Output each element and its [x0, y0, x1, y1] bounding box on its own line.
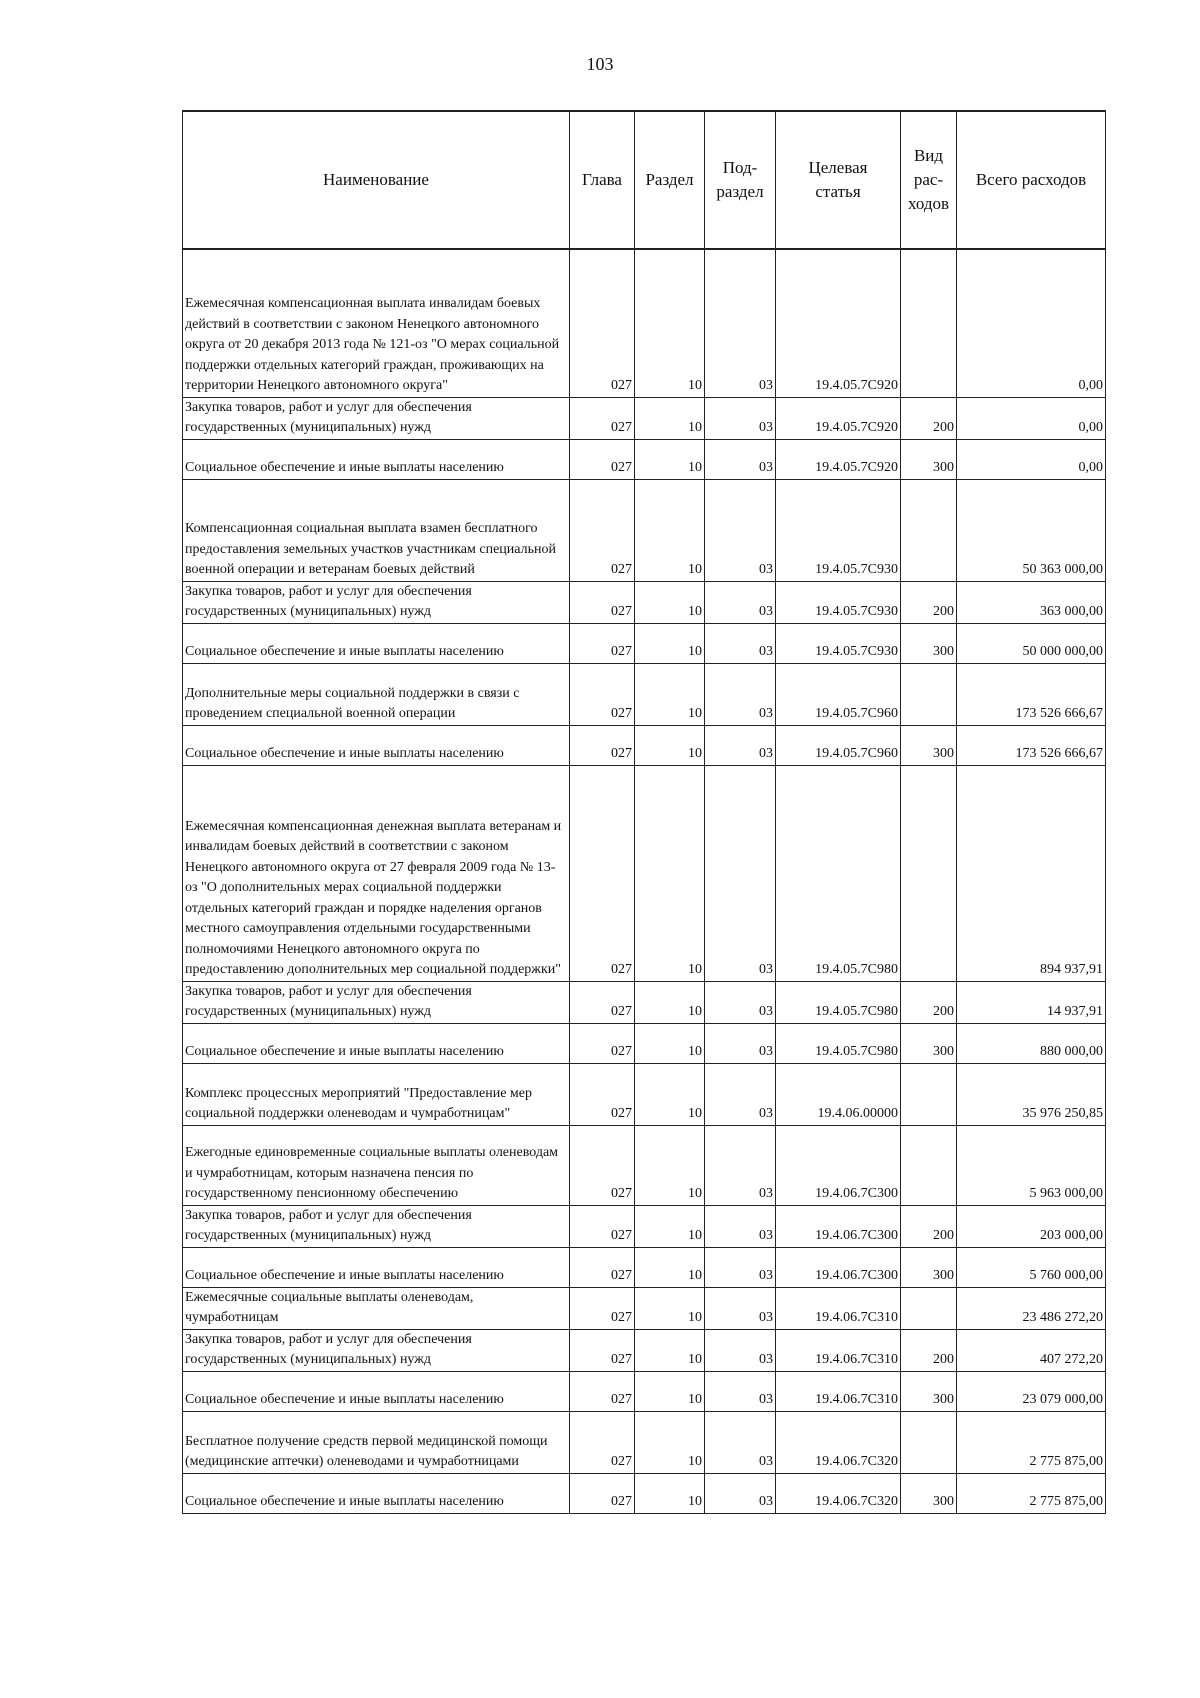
row-expense-type: 300 — [901, 439, 957, 479]
page-number: 103 — [586, 54, 614, 74]
row-razdel: 10 — [635, 1287, 705, 1329]
row-expense-type — [901, 663, 957, 725]
row-target-article: 19.4.05.7С930 — [776, 581, 901, 623]
row-total: 2 775 875,00 — [957, 1473, 1106, 1513]
row-name: Социальное обеспечение и иные выплаты населению — [183, 725, 570, 765]
row-glava: 027 — [570, 1287, 635, 1329]
row-total: 5 760 000,00 — [957, 1247, 1106, 1287]
row-total: 0,00 — [957, 249, 1106, 397]
row-glava: 027 — [570, 249, 635, 397]
row-target-article: 19.4.05.7С980 — [776, 1023, 901, 1063]
row-glava: 027 — [570, 439, 635, 479]
row-podrazdel: 03 — [705, 581, 776, 623]
table-row — [183, 1205, 1106, 1247]
row-name: Ежемесячная компенсационная денежная выплата ветеранам и инвалидам боевых действий в соответствии с законом Ненецкого автономного округа от 27 февраля 2009 года № 13-оз "О дополнительных мерах социальной поддержки отдельных категорий граждан и порядке наделения органов местного самоуправления отдельными государственными полномочиями Ненецкого автономного округа по предоставлению дополнительных мер социальной поддержки" — [183, 765, 570, 981]
table-row — [183, 581, 1106, 623]
budget-table — [182, 110, 1106, 1514]
row-expense-type: 300 — [901, 1247, 957, 1287]
table-row — [183, 1247, 1106, 1287]
row-name: Закупка товаров, работ и услуг для обеспечения государственных (муниципальных) нужд — [183, 981, 570, 1023]
row-total: 23 079 000,00 — [957, 1371, 1106, 1411]
row-name: Социальное обеспечение и иные выплаты населению — [183, 439, 570, 479]
row-expense-type: 200 — [901, 581, 957, 623]
table-row — [183, 623, 1106, 663]
row-glava: 027 — [570, 725, 635, 765]
row-target-article: 19.4.05.7С920 — [776, 439, 901, 479]
row-name: Закупка товаров, работ и услуг для обеспечения государственных (муниципальных) нужд — [183, 1205, 570, 1247]
row-target-article: 19.4.06.7С300 — [776, 1247, 901, 1287]
header-total: Всего расходов — [957, 111, 1106, 249]
row-podrazdel: 03 — [705, 1247, 776, 1287]
row-total: 5 963 000,00 — [957, 1125, 1106, 1205]
table-row — [183, 439, 1106, 479]
row-target-article: 19.4.05.7С960 — [776, 663, 901, 725]
header-podrazdel-line2: раздел — [716, 182, 764, 201]
row-target-article: 19.4.06.7С310 — [776, 1329, 901, 1371]
row-razdel: 10 — [635, 1063, 705, 1125]
table-row — [183, 981, 1106, 1023]
row-target-article: 19.4.06.7С310 — [776, 1287, 901, 1329]
row-expense-type — [901, 249, 957, 397]
row-razdel: 10 — [635, 479, 705, 581]
row-podrazdel: 03 — [705, 981, 776, 1023]
header-razdel: Раздел — [635, 111, 705, 249]
row-target-article: 19.4.06.7С320 — [776, 1411, 901, 1473]
row-podrazdel: 03 — [705, 1125, 776, 1205]
table-row — [183, 1023, 1106, 1063]
row-glava: 027 — [570, 1473, 635, 1513]
row-total: 173 526 666,67 — [957, 725, 1106, 765]
row-glava: 027 — [570, 1329, 635, 1371]
row-razdel: 10 — [635, 439, 705, 479]
row-name: Комплекс процессных мероприятий "Предоставление мер социальной поддержки оленеводам и чумработницам" — [183, 1063, 570, 1125]
row-target-article: 19.4.05.7С930 — [776, 623, 901, 663]
row-expense-type: 300 — [901, 623, 957, 663]
row-target-article: 19.4.06.7С300 — [776, 1125, 901, 1205]
header-podrazdel-line1: Под- — [722, 158, 758, 177]
row-podrazdel: 03 — [705, 1205, 776, 1247]
row-expense-type: 300 — [901, 1023, 957, 1063]
row-podrazdel: 03 — [705, 725, 776, 765]
row-razdel: 10 — [635, 581, 705, 623]
table-row — [183, 725, 1106, 765]
header-podrazdel — [705, 111, 776, 249]
table-header-row — [183, 111, 1106, 249]
row-razdel: 10 — [635, 1329, 705, 1371]
row-razdel: 10 — [635, 1247, 705, 1287]
row-target-article: 19.4.06.7С300 — [776, 1205, 901, 1247]
row-total: 23 486 272,20 — [957, 1287, 1106, 1329]
row-target-article: 19.4.05.7С920 — [776, 397, 901, 439]
table-body — [183, 249, 1106, 1513]
row-glava: 027 — [570, 663, 635, 725]
row-glava: 027 — [570, 479, 635, 581]
row-razdel: 10 — [635, 623, 705, 663]
table-row — [183, 1411, 1106, 1473]
header-glava: Глава — [570, 111, 635, 249]
header-vid-line3: ходов — [907, 194, 950, 213]
table-row — [183, 397, 1106, 439]
row-expense-type: 300 — [901, 1371, 957, 1411]
row-name: Дополнительные меры социальной поддержки в связи с проведением специальной военной операции — [183, 663, 570, 725]
row-podrazdel: 03 — [705, 397, 776, 439]
row-razdel: 10 — [635, 249, 705, 397]
row-name: Ежемесячные социальные выплаты оленеводам, чумработницам — [183, 1287, 570, 1329]
row-podrazdel: 03 — [705, 623, 776, 663]
row-target-article: 19.4.05.7С960 — [776, 725, 901, 765]
row-name: Социальное обеспечение и иные выплаты населению — [183, 1247, 570, 1287]
row-razdel: 10 — [635, 1205, 705, 1247]
row-total: 173 526 666,67 — [957, 663, 1106, 725]
header-statya-line1: Целевая — [808, 158, 868, 177]
table-row — [183, 765, 1106, 981]
header-statya-line2: статья — [815, 182, 861, 201]
row-expense-type: 200 — [901, 1205, 957, 1247]
row-target-article: 19.4.06.7С320 — [776, 1473, 901, 1513]
row-expense-type: 300 — [901, 725, 957, 765]
row-razdel: 10 — [635, 1411, 705, 1473]
row-razdel: 10 — [635, 663, 705, 725]
row-podrazdel: 03 — [705, 663, 776, 725]
row-total: 0,00 — [957, 439, 1106, 479]
table-row — [183, 663, 1106, 725]
row-name: Закупка товаров, работ и услуг для обеспечения государственных (муниципальных) нужд — [183, 1329, 570, 1371]
row-podrazdel: 03 — [705, 1411, 776, 1473]
row-glava: 027 — [570, 1371, 635, 1411]
row-total: 35 976 250,85 — [957, 1063, 1106, 1125]
row-razdel: 10 — [635, 1023, 705, 1063]
row-glava: 027 — [570, 1125, 635, 1205]
row-glava: 027 — [570, 623, 635, 663]
row-target-article: 19.4.05.7С980 — [776, 981, 901, 1023]
table-row — [183, 1287, 1106, 1329]
row-expense-type: 200 — [901, 1329, 957, 1371]
table-row — [183, 249, 1106, 397]
header-name: Наименование — [183, 111, 570, 249]
row-name: Социальное обеспечение и иные выплаты населению — [183, 623, 570, 663]
row-expense-type — [901, 1411, 957, 1473]
table-row — [183, 1473, 1106, 1513]
row-razdel: 10 — [635, 765, 705, 981]
row-total: 894 937,91 — [957, 765, 1106, 981]
header-statya — [776, 111, 901, 249]
row-podrazdel: 03 — [705, 1287, 776, 1329]
row-expense-type — [901, 1287, 957, 1329]
row-name: Бесплатное получение средств первой медицинской помощи (медицинские аптечки) оленеводами и чумработницами — [183, 1411, 570, 1473]
row-glava: 027 — [570, 397, 635, 439]
row-total: 14 937,91 — [957, 981, 1106, 1023]
row-glava: 027 — [570, 765, 635, 981]
row-podrazdel: 03 — [705, 439, 776, 479]
row-podrazdel: 03 — [705, 1371, 776, 1411]
row-target-article: 19.4.06.00000 — [776, 1063, 901, 1125]
table-row — [183, 479, 1106, 581]
row-target-article: 19.4.05.7С980 — [776, 765, 901, 981]
row-razdel: 10 — [635, 397, 705, 439]
row-name: Компенсационная социальная выплата взамен бесплатного предоставления земельных участков участникам специальной военной операции и ветеранам боевых действий — [183, 479, 570, 581]
row-expense-type: 200 — [901, 397, 957, 439]
row-name: Ежегодные единовременные социальные выплаты оленеводам и чумработницам, которым назначена пенсия по государственному пенсионному обеспечению — [183, 1125, 570, 1205]
row-total: 2 775 875,00 — [957, 1411, 1106, 1473]
row-podrazdel: 03 — [705, 479, 776, 581]
row-total: 363 000,00 — [957, 581, 1106, 623]
row-name: Социальное обеспечение и иные выплаты населению — [183, 1371, 570, 1411]
row-expense-type — [901, 1063, 957, 1125]
row-expense-type — [901, 479, 957, 581]
table-row — [183, 1371, 1106, 1411]
row-glava: 027 — [570, 1247, 635, 1287]
header-vid-line2: рас- — [913, 170, 944, 189]
row-total: 407 272,20 — [957, 1329, 1106, 1371]
row-target-article: 19.4.06.7С310 — [776, 1371, 901, 1411]
row-razdel: 10 — [635, 1473, 705, 1513]
row-name: Социальное обеспечение и иные выплаты населению — [183, 1473, 570, 1513]
row-podrazdel: 03 — [705, 1023, 776, 1063]
row-razdel: 10 — [635, 1371, 705, 1411]
row-podrazdel: 03 — [705, 765, 776, 981]
row-glava: 027 — [570, 1411, 635, 1473]
row-razdel: 10 — [635, 1125, 705, 1205]
row-razdel: 10 — [635, 725, 705, 765]
row-target-article: 19.4.05.7С920 — [776, 249, 901, 397]
table-row — [183, 1125, 1106, 1205]
table-row — [183, 1329, 1106, 1371]
row-razdel: 10 — [635, 981, 705, 1023]
header-vid-line1: Вид — [913, 146, 944, 165]
row-total: 50 363 000,00 — [957, 479, 1106, 581]
row-target-article: 19.4.05.7С930 — [776, 479, 901, 581]
row-name: Ежемесячная компенсационная выплата инвалидам боевых действий в соответствии с законом Ненецкого автономного округа от 20 декабря 2013 года № 121-оз "О мерах социальной поддержки отдельных категорий граждан, проживающих на территории Ненецкого автономного округа" — [183, 249, 570, 397]
row-glava: 027 — [570, 1205, 635, 1247]
row-name: Закупка товаров, работ и услуг для обеспечения государственных (муниципальных) нужд — [183, 581, 570, 623]
row-name: Закупка товаров, работ и услуг для обеспечения государственных (муниципальных) нужд — [183, 397, 570, 439]
row-glava: 027 — [570, 981, 635, 1023]
row-expense-type — [901, 765, 957, 981]
row-expense-type: 300 — [901, 1473, 957, 1513]
row-podrazdel: 03 — [705, 1329, 776, 1371]
row-total: 50 000 000,00 — [957, 623, 1106, 663]
row-total: 0,00 — [957, 397, 1106, 439]
header-vid — [901, 111, 957, 249]
row-expense-type: 200 — [901, 981, 957, 1023]
row-glava: 027 — [570, 581, 635, 623]
row-name: Социальное обеспечение и иные выплаты населению — [183, 1023, 570, 1063]
row-podrazdel: 03 — [705, 1063, 776, 1125]
row-podrazdel: 03 — [705, 1473, 776, 1513]
table-row — [183, 1063, 1106, 1125]
row-expense-type — [901, 1125, 957, 1205]
row-podrazdel: 03 — [705, 249, 776, 397]
row-total: 880 000,00 — [957, 1023, 1106, 1063]
row-glava: 027 — [570, 1023, 635, 1063]
row-total: 203 000,00 — [957, 1205, 1106, 1247]
row-glava: 027 — [570, 1063, 635, 1125]
